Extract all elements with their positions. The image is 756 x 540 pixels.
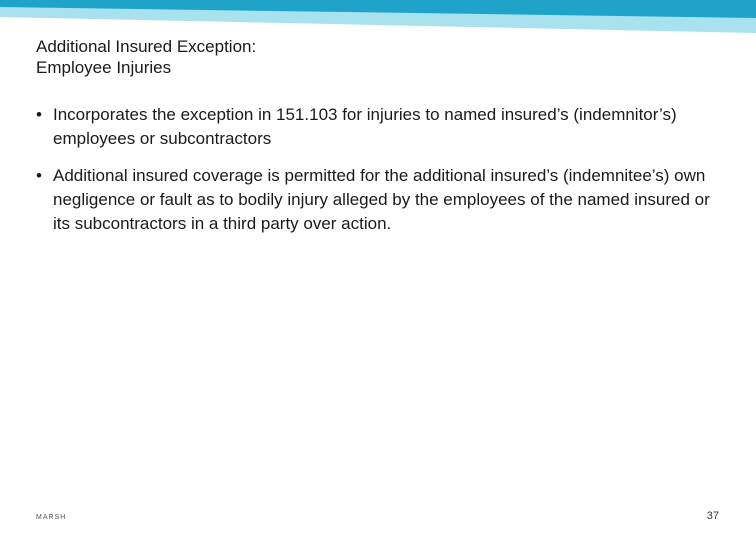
bullet-item	[36, 103, 726, 151]
bullet-text: Incorporates the exception in 151.103 for injuries to named insured’s (indemnitor’s) employees or subcontractors	[53, 105, 677, 148]
header-decorative-band	[0, 0, 756, 36]
marsh-logo: MARSH	[36, 514, 67, 521]
page-number: 37	[706, 510, 719, 522]
bullet-marker: •	[36, 105, 42, 124]
slide-title-line-1: Additional Insured Exception:	[36, 37, 257, 56]
bullet-text: Additional insured coverage is permitted for the additional insured’s (indemnitee’s) own negligence or fault as to bodily injury alleged by the employees of the named insured or its subcontractors in a third party over action.	[53, 166, 710, 233]
slide-title	[36, 36, 636, 78]
bullet-list	[36, 103, 726, 249]
bullet-item	[36, 164, 726, 236]
slide-title-line-2: Employee Injuries	[36, 58, 172, 77]
bullet-marker: •	[36, 166, 42, 185]
